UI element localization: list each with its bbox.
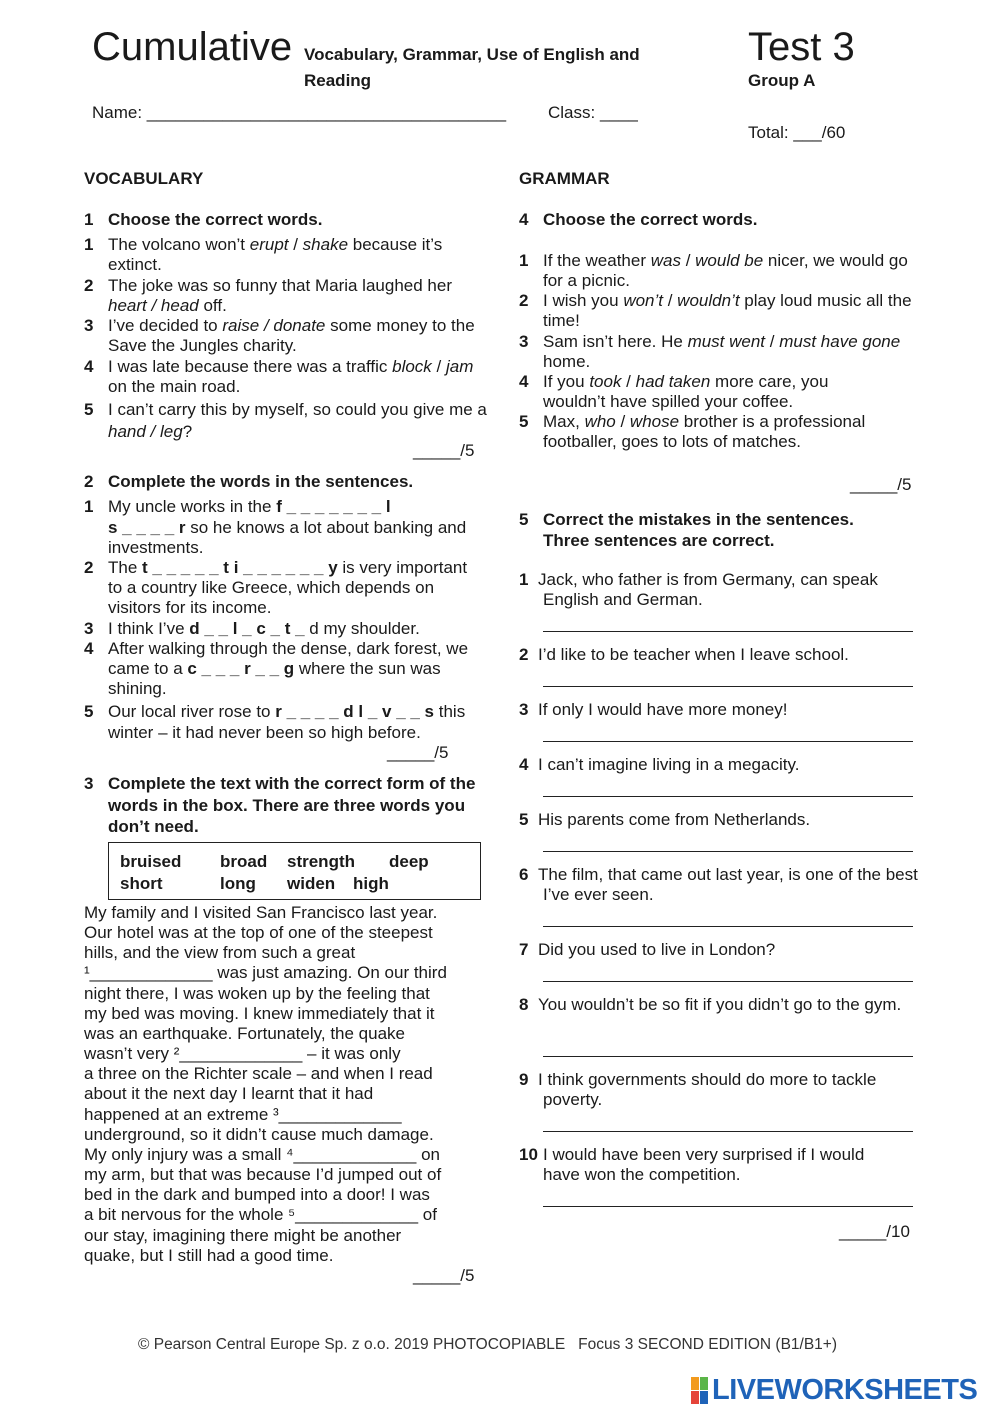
passage-line-gap-3[interactable]: happened at an extreme ³_____________ <box>84 1104 402 1124</box>
item-number: 4 <box>84 639 94 658</box>
passage-line: hills, and the view from such a great <box>84 943 356 963</box>
choice-option[interactable]: jam <box>445 357 474 376</box>
liveworksheets-logo[interactable] <box>690 1374 990 1406</box>
separator: / <box>615 412 630 431</box>
word-gap[interactable]: r _ _ _ _ d l _ v _ _ s <box>275 702 435 721</box>
passage-line-gap-2[interactable]: wasn’t very ²_____________ – it was only <box>84 1044 401 1064</box>
item-number: 9 <box>519 1070 529 1089</box>
passage-line: was an earthquake. Fortunately, the quake <box>84 1023 405 1043</box>
ex1-item-3 <box>84 316 488 356</box>
item-number: 2 <box>519 291 529 310</box>
passage-line: Our hotel was at the top of one of the steepest <box>84 923 433 943</box>
item-number: 8 <box>519 995 529 1014</box>
item-text: The <box>108 558 143 577</box>
item-number: 10 <box>519 1145 538 1164</box>
choice-option[interactable]: shake <box>302 235 349 254</box>
item-text: My uncle works in the <box>108 497 277 516</box>
choice-option[interactable]: erupt <box>249 235 289 254</box>
ex4-item-1 <box>519 251 923 291</box>
item-text: home. <box>543 352 591 371</box>
item-text: on the main road. <box>108 377 241 396</box>
passage-line-gap-4[interactable]: My only injury was a small ⁴_____________ on <box>84 1144 441 1164</box>
ex4-score[interactable]: _____/5 <box>850 475 912 494</box>
item-number: 2 <box>84 276 94 295</box>
box-word: broad <box>220 852 268 871</box>
item-text: I would have been very surprised if I would have won the competition. <box>543 1145 865 1184</box>
box-word: long <box>220 874 256 893</box>
ex5-item-3 <box>519 700 919 720</box>
logo-text: LIVEWORKSHEETS <box>712 1374 978 1406</box>
item-text: where the sun was shining. <box>108 659 441 698</box>
answer-line[interactable] <box>543 926 913 927</box>
choice-option[interactable]: donate <box>273 316 326 335</box>
ex5-item-7 <box>519 940 919 960</box>
exercise-instruction: Correct the mistakes in the sentences. <box>543 510 854 529</box>
item-number: 5 <box>84 400 94 419</box>
exercise-instruction: Choose the correct words. <box>108 210 323 229</box>
item-number: 2 <box>84 558 94 577</box>
title-subtitle-line1: Vocabulary, Grammar, Use of English and <box>304 45 640 64</box>
word-gap[interactable]: f _ _ _ _ _ _ _ l <box>276 497 391 516</box>
box-word: widen <box>287 874 336 893</box>
item-number: 5 <box>519 412 529 431</box>
answer-line[interactable] <box>543 1056 913 1057</box>
box-word: high <box>353 874 389 893</box>
item-text: because it’s extinct. <box>108 235 443 274</box>
logo-block-orange <box>691 1377 699 1390</box>
answer-line[interactable] <box>543 796 913 797</box>
ex1-score[interactable]: _____/5 <box>413 441 475 460</box>
answer-line[interactable] <box>543 741 913 742</box>
choice-option[interactable]: would be <box>695 251 764 270</box>
item-number: 2 <box>519 645 529 664</box>
separator: / <box>621 372 636 391</box>
box-word: strength <box>287 852 355 871</box>
choice-option[interactable]: whose <box>629 412 680 431</box>
passage-line: bed in the dark and bumped into a door! I was <box>84 1185 430 1205</box>
box-word: bruised <box>120 852 182 871</box>
item-number: 5 <box>84 702 94 721</box>
item-number: 3 <box>519 332 529 351</box>
item-number: 3 <box>84 619 94 638</box>
box-word: deep <box>389 852 429 871</box>
ex2-score[interactable]: _____/5 <box>387 743 449 762</box>
ex4-item-4 <box>519 372 893 412</box>
word-gap[interactable]: c _ _ _ r _ _ g <box>187 659 295 678</box>
ex4-item-3 <box>519 332 923 372</box>
separator: / <box>288 235 303 254</box>
exercise-number: 4 <box>519 210 529 229</box>
separator: / <box>146 296 161 315</box>
passage-line: about it the next day I learnt that it had <box>84 1084 374 1104</box>
exercise-instruction: Complete the words in the sentences. <box>108 472 414 491</box>
item-text: Sam isn’t here. He <box>543 332 688 351</box>
item-text: so he knows a lot about banking and investments. <box>108 517 467 557</box>
ex1-item-5 <box>84 399 488 443</box>
exercise-number: 5 <box>519 510 529 529</box>
ex1-item-2 <box>84 276 480 316</box>
copyright-footer: © Pearson Central Europe Sp. z o.o. 2019 PHOTOCOPIABLE Focus 3 SECOND EDITION (B1/B1+) <box>138 1336 838 1353</box>
choice-option[interactable]: leg <box>160 422 183 441</box>
item-text: I’d like to be teacher when I leave school. <box>538 645 849 664</box>
item-number: 7 <box>519 940 529 959</box>
exercise-5-header <box>519 509 919 551</box>
item-text: If the weather <box>543 251 651 270</box>
item-text: If you <box>543 372 590 391</box>
passage-line-gap-5[interactable]: a bit nervous for the whole ⁵_____________ of <box>84 1205 437 1225</box>
reading-passage <box>84 903 479 1266</box>
ex5-item-9 <box>519 1070 919 1110</box>
ex5-item-10 <box>519 1145 919 1185</box>
item-text: brother is a professional footballer, goes to lots of matches. <box>543 412 866 451</box>
ex5-item-2 <box>519 645 919 665</box>
answer-line[interactable] <box>543 631 913 632</box>
answer-line[interactable] <box>543 1131 913 1132</box>
item-text: more care, you wouldn’t have spilled your coffee. <box>543 372 829 411</box>
ex5-item-6 <box>519 865 919 905</box>
word-box <box>108 842 481 900</box>
item-text: play loud music all the time! <box>543 291 912 330</box>
choice-option[interactable]: had taken <box>635 372 711 391</box>
word-gap[interactable]: t _ _ _ _ _ t i _ _ _ _ _ _ y <box>142 558 338 577</box>
choice-option[interactable]: wouldn’t <box>677 291 740 310</box>
item-number: 6 <box>519 865 529 884</box>
ex2-item-4 <box>84 639 478 699</box>
separator: / <box>680 251 696 270</box>
ex5-score[interactable]: _____/10 <box>839 1222 910 1241</box>
passage-line: our stay, imagining there might be another <box>84 1225 402 1245</box>
ex3-score[interactable]: _____/5 <box>413 1266 475 1285</box>
item-text: The volcano won’t <box>108 235 250 254</box>
ex2-item-5 <box>84 701 468 743</box>
logo-block-blue <box>700 1391 708 1404</box>
separator: / <box>431 357 446 376</box>
item-number: 1 <box>84 497 94 516</box>
word-gap[interactable]: d _ _ l _ c _ t _ <box>189 619 305 638</box>
test-number: Test 3 <box>748 25 855 69</box>
item-text: After walking through the dense, dark forest, we came to a <box>108 639 469 678</box>
item-number: 1 <box>84 235 94 254</box>
passage-line: My family and I visited San Francisco last year. <box>84 903 438 922</box>
class-field[interactable]: Class: ____ <box>548 103 638 122</box>
item-number: 3 <box>84 316 94 335</box>
item-text: is very important to a country like Greece, which depends on visitors for its income. <box>108 558 468 617</box>
ex1-item-1 <box>84 235 480 275</box>
ex1-item-4 <box>84 357 488 397</box>
item-text: I wish you <box>543 291 624 310</box>
separator: / <box>663 291 678 310</box>
ex2-item-1 <box>84 497 493 559</box>
item-text: I think governments should do more to tackle poverty. <box>538 1070 877 1109</box>
choice-option[interactable]: must have gone <box>779 332 901 351</box>
answer-line[interactable] <box>543 1206 913 1207</box>
word-gap[interactable]: s _ _ _ _ r <box>108 517 186 537</box>
answer-line[interactable] <box>543 851 913 852</box>
item-number: 5 <box>519 810 529 829</box>
ex2-item-3 <box>84 619 498 639</box>
ex5-item-5 <box>519 810 919 830</box>
item-number: 1 <box>519 570 529 589</box>
item-text: I can’t imagine living in a megacity. <box>538 755 800 774</box>
page-title: Cumulative <box>92 25 293 69</box>
item-text: Max, <box>543 412 585 431</box>
item-text: I think I’ve <box>108 619 190 638</box>
item-text: ? <box>182 422 193 441</box>
name-field[interactable]: Name: ______________________________________ <box>92 103 507 122</box>
passage-line-gap-1[interactable]: ¹_____________ was just amazing. On our third <box>84 963 447 983</box>
item-text: I was late because there was a traffic <box>108 357 393 376</box>
item-text: Our local river rose to <box>108 702 276 721</box>
exercise-3-header <box>84 773 484 838</box>
passage-line: quake, but I still had a good time. <box>84 1245 334 1265</box>
item-number: 4 <box>519 372 529 391</box>
passage-line: a three on the Richter scale – and when I read <box>84 1064 433 1084</box>
passage-line: night there, I was woken up by the feeling that <box>84 983 430 1003</box>
ex5-item-4 <box>519 755 919 775</box>
choice-option[interactable]: who <box>584 412 616 431</box>
ex4-item-5 <box>519 412 923 452</box>
separator: / <box>145 422 160 441</box>
item-text: some money to the Save the Jungles charity. <box>108 316 475 355</box>
exercise-number: 2 <box>84 472 94 491</box>
choice-option[interactable]: raise <box>222 316 260 335</box>
item-text: Jack, who father is from Germany, can speak English and German. <box>538 570 878 609</box>
exercise-instruction: Choose the correct words. <box>543 210 758 229</box>
box-word: short <box>120 874 163 893</box>
total-score: Total: ___/60 <box>748 123 846 142</box>
logo-block-green <box>700 1377 708 1390</box>
answer-line[interactable] <box>543 686 913 687</box>
choice-option[interactable]: hand <box>108 422 146 441</box>
ex4-item-2 <box>519 291 923 331</box>
item-text: I can’t carry this by myself, so could you give me a <box>108 400 487 419</box>
grammar-heading: GRAMMAR <box>519 169 610 188</box>
exercise-instruction: Three sentences are correct. <box>543 531 775 550</box>
title-subtitle-line2: Reading <box>304 71 372 90</box>
group-label: Group A <box>748 71 816 90</box>
item-number: 4 <box>519 755 529 774</box>
item-text: You wouldn’t be so fit if you didn’t go to the gym. <box>538 995 902 1014</box>
passage-line: underground, so it didn’t cause much damage. <box>84 1124 434 1144</box>
vocabulary-heading: VOCABULARY <box>84 169 204 188</box>
item-number: 1 <box>519 251 529 270</box>
choice-option[interactable]: took <box>589 372 622 391</box>
item-text: this winter – it had never been so high before. <box>108 702 466 742</box>
answer-line[interactable] <box>543 981 913 982</box>
item-text: His parents come from Netherlands. <box>538 810 811 829</box>
choice-option[interactable]: head <box>160 296 199 315</box>
choice-option[interactable]: block <box>392 357 432 376</box>
item-text: The joke was so funny that Maria laughed her <box>108 276 452 295</box>
item-text: off. <box>198 296 227 315</box>
passage-line: my arm, but that was because I’d jumped out of <box>84 1165 442 1185</box>
exercise-instruction: Complete the text with the correct form of the words in the box. There are three words you don’t need. <box>108 774 476 836</box>
passage-line: my bed was moving. I knew immediately that it <box>84 1003 435 1023</box>
item-text: The film, that came out last year, is one of the best I’ve ever seen. <box>538 865 918 904</box>
exercise-number: 1 <box>84 210 94 229</box>
choice-option[interactable]: won’t <box>623 291 663 310</box>
exercise-number: 3 <box>84 774 94 793</box>
item-number: 4 <box>84 357 94 376</box>
item-text: nicer, we would go for a picnic. <box>543 251 908 290</box>
ex2-item-2 <box>84 558 478 618</box>
item-text: I’ve decided to <box>108 316 223 335</box>
choice-option[interactable]: must went <box>687 332 766 351</box>
ex5-item-1 <box>519 570 919 610</box>
item-text: Did you used to live in London? <box>538 940 776 959</box>
choice-option[interactable]: heart <box>108 296 147 315</box>
separator: / <box>765 332 780 351</box>
item-text: d my shoulder. <box>304 619 420 638</box>
choice-option[interactable]: was <box>650 251 681 270</box>
item-number: 3 <box>519 700 529 719</box>
ex5-item-8 <box>519 995 919 1015</box>
item-text: If only I would have more money! <box>538 700 788 719</box>
logo-block-red <box>691 1391 699 1404</box>
separator: / <box>259 316 274 335</box>
